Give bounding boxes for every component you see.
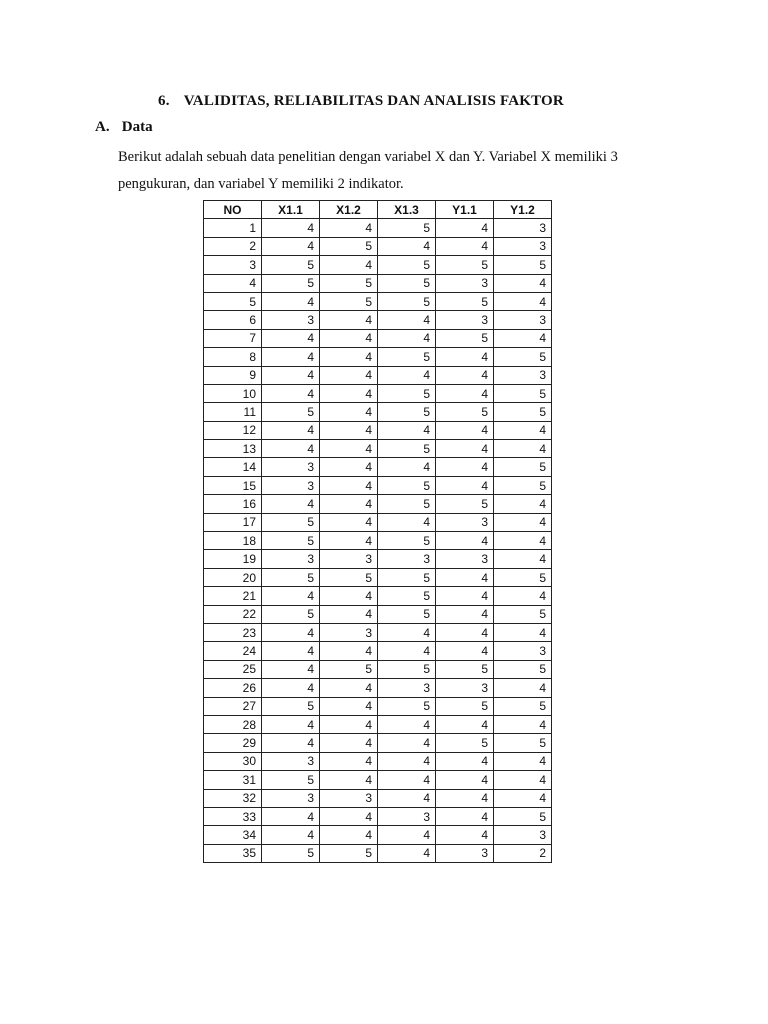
- intro-paragraph: [118, 144, 678, 198]
- row-number-cell: 30: [204, 752, 262, 770]
- column-header: X1.2: [320, 201, 378, 219]
- table-cell: 4: [320, 458, 378, 476]
- table-cell: 4: [262, 237, 320, 255]
- table-cell: 4: [262, 587, 320, 605]
- table-cell: 5: [436, 660, 494, 678]
- table-row: [204, 697, 552, 715]
- row-number-cell: 25: [204, 660, 262, 678]
- row-number-cell: 35: [204, 844, 262, 862]
- table-cell: 5: [436, 697, 494, 715]
- table-cell: 4: [494, 513, 552, 531]
- table-cell: 4: [436, 366, 494, 384]
- table-cell: 3: [320, 550, 378, 568]
- row-number-cell: 26: [204, 679, 262, 697]
- table-cell: 5: [262, 844, 320, 862]
- table-cell: 4: [436, 623, 494, 641]
- table-cell: 5: [378, 697, 436, 715]
- chapter-title: [158, 93, 564, 110]
- table-cell: 4: [436, 807, 494, 825]
- row-number-cell: 8: [204, 348, 262, 366]
- table-cell: 5: [378, 219, 436, 237]
- table-cell: 4: [262, 384, 320, 402]
- table-cell: 5: [378, 292, 436, 310]
- table-cell: 3: [262, 550, 320, 568]
- section-letter: A.: [95, 119, 110, 135]
- table-cell: 4: [436, 752, 494, 770]
- table-cell: 4: [378, 844, 436, 862]
- table-row: [204, 679, 552, 697]
- table-cell: 4: [320, 513, 378, 531]
- table-cell: 5: [378, 605, 436, 623]
- table-cell: 5: [262, 568, 320, 586]
- row-number-cell: 10: [204, 384, 262, 402]
- table-cell: 3: [436, 844, 494, 862]
- table-cell: 5: [494, 384, 552, 402]
- table-cell: 3: [494, 826, 552, 844]
- table-cell: 5: [378, 495, 436, 513]
- table-cell: 3: [436, 679, 494, 697]
- table-cell: 5: [494, 697, 552, 715]
- chapter-number: 6.: [158, 93, 170, 109]
- table-cell: 5: [262, 532, 320, 550]
- table-row: [204, 660, 552, 678]
- table-row: [204, 771, 552, 789]
- table-cell: 4: [320, 348, 378, 366]
- table-cell: 4: [378, 311, 436, 329]
- table-row: [204, 807, 552, 825]
- table-cell: 4: [320, 826, 378, 844]
- table-cell: 5: [320, 292, 378, 310]
- row-number-cell: 4: [204, 274, 262, 292]
- column-header: X1.3: [378, 201, 436, 219]
- table-row: [204, 274, 552, 292]
- table-cell: 4: [378, 826, 436, 844]
- table-cell: 5: [436, 734, 494, 752]
- table-row: [204, 348, 552, 366]
- table-cell: 4: [494, 550, 552, 568]
- table-cell: 3: [320, 623, 378, 641]
- table-cell: 3: [494, 311, 552, 329]
- table-cell: 4: [320, 587, 378, 605]
- table-row: [204, 458, 552, 476]
- table-cell: 4: [436, 642, 494, 660]
- table-cell: 4: [436, 771, 494, 789]
- table-cell: 4: [320, 807, 378, 825]
- table-cell: 4: [262, 329, 320, 347]
- table-cell: 4: [494, 752, 552, 770]
- table-cell: 3: [378, 679, 436, 697]
- table-cell: 4: [378, 789, 436, 807]
- table-cell: 5: [494, 807, 552, 825]
- table-cell: 4: [262, 826, 320, 844]
- table-cell: 5: [262, 771, 320, 789]
- table-row: [204, 476, 552, 494]
- table-cell: 3: [436, 274, 494, 292]
- table-cell: 5: [262, 605, 320, 623]
- table-row: [204, 734, 552, 752]
- table-cell: 4: [436, 219, 494, 237]
- table-cell: 4: [262, 495, 320, 513]
- table-row: [204, 329, 552, 347]
- table-cell: 5: [494, 256, 552, 274]
- table-row: [204, 550, 552, 568]
- table-cell: 3: [494, 366, 552, 384]
- table-cell: 4: [320, 219, 378, 237]
- row-number-cell: 18: [204, 532, 262, 550]
- row-number-cell: 34: [204, 826, 262, 844]
- table-cell: 5: [436, 329, 494, 347]
- row-number-cell: 28: [204, 715, 262, 733]
- table-cell: 4: [494, 679, 552, 697]
- table-cell: 4: [494, 495, 552, 513]
- row-number-cell: 20: [204, 568, 262, 586]
- table-cell: 4: [378, 366, 436, 384]
- table-cell: 4: [378, 752, 436, 770]
- table-cell: 4: [436, 237, 494, 255]
- row-number-cell: 27: [204, 697, 262, 715]
- row-number-cell: 5: [204, 292, 262, 310]
- table-cell: 5: [378, 532, 436, 550]
- table-cell: 4: [436, 715, 494, 733]
- row-number-cell: 33: [204, 807, 262, 825]
- table-row: [204, 384, 552, 402]
- section-heading: [95, 119, 153, 136]
- table-cell: 3: [494, 237, 552, 255]
- table-cell: 4: [436, 568, 494, 586]
- table-cell: 5: [320, 660, 378, 678]
- table-cell: 4: [436, 421, 494, 439]
- table-cell: 5: [378, 384, 436, 402]
- table-cell: 4: [320, 734, 378, 752]
- table-row: [204, 789, 552, 807]
- table-cell: 3: [262, 752, 320, 770]
- data-table: [203, 200, 552, 863]
- table-row: [204, 826, 552, 844]
- table-cell: 4: [436, 384, 494, 402]
- table-cell: 4: [320, 311, 378, 329]
- column-header: Y1.2: [494, 201, 552, 219]
- table-cell: 4: [320, 403, 378, 421]
- table-cell: 4: [378, 458, 436, 476]
- table-cell: 5: [378, 403, 436, 421]
- table-row: [204, 237, 552, 255]
- table-cell: 5: [378, 440, 436, 458]
- table-cell: 4: [494, 421, 552, 439]
- table-cell: 3: [378, 807, 436, 825]
- table-cell: 4: [320, 752, 378, 770]
- table-cell: 4: [262, 807, 320, 825]
- table-cell: 5: [494, 348, 552, 366]
- table-row: [204, 623, 552, 641]
- table-cell: 4: [436, 458, 494, 476]
- table-row: [204, 311, 552, 329]
- table-cell: 5: [378, 568, 436, 586]
- row-number-cell: 15: [204, 476, 262, 494]
- table-row: [204, 403, 552, 421]
- table-cell: 3: [262, 789, 320, 807]
- table-cell: 2: [494, 844, 552, 862]
- table-row: [204, 513, 552, 531]
- table-body: [204, 219, 552, 863]
- table-cell: 5: [494, 403, 552, 421]
- table-cell: 5: [320, 274, 378, 292]
- table-cell: 4: [262, 219, 320, 237]
- table-cell: 4: [378, 642, 436, 660]
- row-number-cell: 3: [204, 256, 262, 274]
- table-cell: 4: [378, 734, 436, 752]
- table-cell: 4: [494, 623, 552, 641]
- section-title: Data: [121, 119, 153, 135]
- table-cell: 4: [320, 605, 378, 623]
- table-header-row: [204, 201, 552, 219]
- table-row: [204, 256, 552, 274]
- table-cell: 4: [262, 348, 320, 366]
- table-cell: 5: [320, 844, 378, 862]
- table-cell: 5: [494, 568, 552, 586]
- table-cell: 4: [320, 384, 378, 402]
- table-cell: 5: [262, 697, 320, 715]
- table-cell: 4: [436, 532, 494, 550]
- table-cell: 5: [494, 476, 552, 494]
- table-row: [204, 366, 552, 384]
- paragraph-line-2: pengukuran, dan variabel Y memiliki 2 indikator.: [118, 176, 404, 192]
- table-cell: 4: [494, 587, 552, 605]
- table-cell: 4: [320, 476, 378, 494]
- row-number-cell: 9: [204, 366, 262, 384]
- table-cell: 4: [494, 789, 552, 807]
- table-row: [204, 605, 552, 623]
- table-cell: 4: [262, 715, 320, 733]
- table-cell: 3: [262, 311, 320, 329]
- table-cell: 4: [378, 237, 436, 255]
- paragraph-line-1: Berikut adalah sebuah data penelitian dengan variabel X dan Y. Variabel X memiliki 3: [118, 149, 618, 165]
- table-row: [204, 642, 552, 660]
- table-cell: 5: [436, 292, 494, 310]
- table-cell: 4: [320, 771, 378, 789]
- table-cell: 4: [320, 421, 378, 439]
- table-row: [204, 715, 552, 733]
- row-number-cell: 22: [204, 605, 262, 623]
- row-number-cell: 16: [204, 495, 262, 513]
- table-cell: 5: [262, 274, 320, 292]
- table-cell: 5: [262, 256, 320, 274]
- table-cell: 4: [320, 440, 378, 458]
- table-cell: 4: [262, 440, 320, 458]
- chapter-title-text: VALIDITAS, RELIABILITAS DAN ANALISIS FAKTOR: [183, 93, 564, 109]
- row-number-cell: 31: [204, 771, 262, 789]
- table-cell: 5: [494, 458, 552, 476]
- row-number-cell: 21: [204, 587, 262, 605]
- table-cell: 4: [494, 329, 552, 347]
- table-cell: 5: [378, 274, 436, 292]
- table-cell: 4: [262, 734, 320, 752]
- table-cell: 5: [494, 734, 552, 752]
- table-cell: 4: [320, 642, 378, 660]
- table-cell: 4: [262, 623, 320, 641]
- row-number-cell: 17: [204, 513, 262, 531]
- table-cell: 4: [436, 789, 494, 807]
- table-cell: 4: [378, 715, 436, 733]
- table-cell: 4: [320, 329, 378, 347]
- table-cell: 4: [262, 642, 320, 660]
- table-cell: 3: [436, 513, 494, 531]
- row-number-cell: 1: [204, 219, 262, 237]
- table-cell: 5: [378, 256, 436, 274]
- table-cell: 3: [494, 642, 552, 660]
- table-cell: 5: [378, 476, 436, 494]
- table-row: [204, 495, 552, 513]
- table-cell: 3: [494, 219, 552, 237]
- table-cell: 4: [320, 532, 378, 550]
- table-cell: 4: [262, 292, 320, 310]
- table-cell: 4: [494, 292, 552, 310]
- row-number-cell: 7: [204, 329, 262, 347]
- row-number-cell: 32: [204, 789, 262, 807]
- table-cell: 3: [436, 311, 494, 329]
- column-header: Y1.1: [436, 201, 494, 219]
- table-cell: 4: [378, 513, 436, 531]
- row-number-cell: 11: [204, 403, 262, 421]
- row-number-cell: 13: [204, 440, 262, 458]
- table-cell: 5: [262, 403, 320, 421]
- table-cell: 4: [494, 771, 552, 789]
- table-row: [204, 844, 552, 862]
- row-number-cell: 24: [204, 642, 262, 660]
- table-cell: 4: [320, 715, 378, 733]
- table-cell: 4: [320, 697, 378, 715]
- row-number-cell: 23: [204, 623, 262, 641]
- table-cell: 4: [436, 440, 494, 458]
- table-cell: 3: [436, 550, 494, 568]
- table-cell: 5: [378, 587, 436, 605]
- row-number-cell: 2: [204, 237, 262, 255]
- table-row: [204, 219, 552, 237]
- table-cell: 4: [378, 329, 436, 347]
- table-cell: 4: [378, 771, 436, 789]
- row-number-cell: 12: [204, 421, 262, 439]
- table-cell: 4: [262, 366, 320, 384]
- table-cell: 5: [494, 660, 552, 678]
- table-row: [204, 587, 552, 605]
- table-cell: 5: [436, 256, 494, 274]
- row-number-cell: 6: [204, 311, 262, 329]
- table-cell: 4: [436, 476, 494, 494]
- column-header: NO: [204, 201, 262, 219]
- table-row: [204, 440, 552, 458]
- column-header: X1.1: [262, 201, 320, 219]
- table-cell: 4: [262, 660, 320, 678]
- row-number-cell: 29: [204, 734, 262, 752]
- table-cell: 4: [494, 532, 552, 550]
- table-cell: 5: [262, 513, 320, 531]
- table-cell: 4: [262, 679, 320, 697]
- row-number-cell: 14: [204, 458, 262, 476]
- table-cell: 5: [378, 660, 436, 678]
- table-row: [204, 292, 552, 310]
- table-row: [204, 568, 552, 586]
- table-cell: 4: [320, 679, 378, 697]
- table-cell: 4: [378, 421, 436, 439]
- table-cell: 3: [262, 458, 320, 476]
- table-cell: 4: [378, 623, 436, 641]
- table-row: [204, 532, 552, 550]
- table-cell: 4: [494, 440, 552, 458]
- table-cell: 5: [436, 495, 494, 513]
- table-row: [204, 752, 552, 770]
- table-cell: 4: [436, 605, 494, 623]
- table-cell: 5: [320, 568, 378, 586]
- table-cell: 4: [320, 495, 378, 513]
- table-cell: 4: [494, 274, 552, 292]
- table-cell: 5: [320, 237, 378, 255]
- table-cell: 5: [494, 605, 552, 623]
- table-cell: 4: [436, 587, 494, 605]
- table-cell: 4: [494, 715, 552, 733]
- table-cell: 4: [436, 826, 494, 844]
- table-cell: 3: [262, 476, 320, 494]
- table-cell: 5: [378, 348, 436, 366]
- table-row: [204, 421, 552, 439]
- table-cell: 3: [320, 789, 378, 807]
- table-cell: 5: [436, 403, 494, 421]
- table-cell: 4: [436, 348, 494, 366]
- row-number-cell: 19: [204, 550, 262, 568]
- table-cell: 3: [378, 550, 436, 568]
- table-cell: 4: [320, 256, 378, 274]
- table-cell: 4: [320, 366, 378, 384]
- table-cell: 4: [262, 421, 320, 439]
